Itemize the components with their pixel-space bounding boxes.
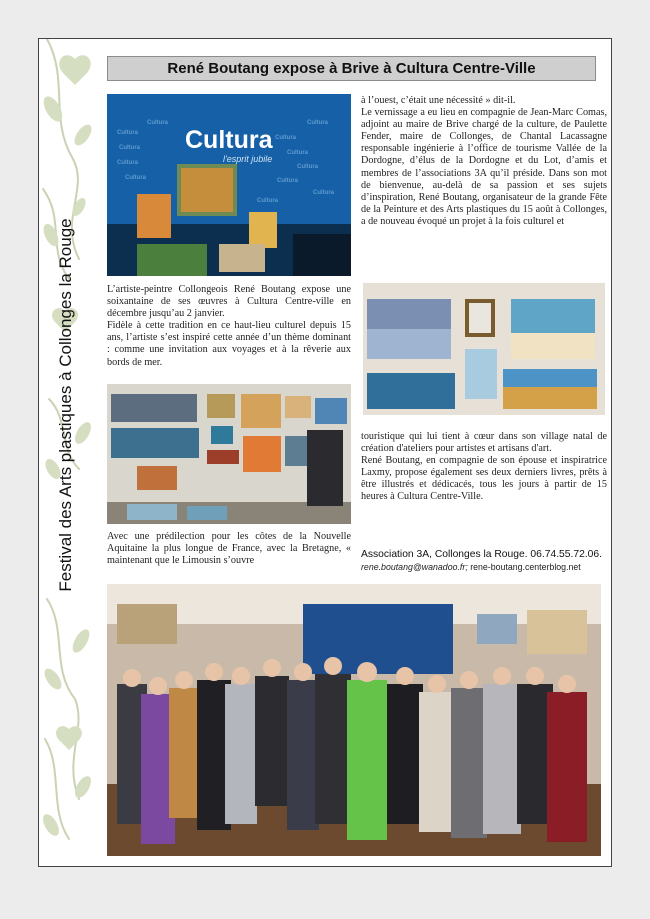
svg-text:Cultura: Cultura — [147, 120, 168, 126]
association-contact: Association 3A, Collonges la Rouge. 06.74.55.72.06. — [361, 549, 602, 560]
vertical-festival-title: Festival des Arts plastiques à Collonges la Rouge — [56, 218, 75, 592]
contact-links — [361, 561, 611, 573]
paragraph-vernissage: Le vernissage a eu lieu en compagnie de Jean-Marc Comas, adjoint au maire de Brive chargé de la culture, de Paulette Fender, maire de Collonges, de Chantal Lacassagne responsable ingénierie à l’office de tourisme Vallée de la Dordogne, d’élus de la Dordogne et du Lot, d’amis et membres de l’associations 3A qu’il préside. Dans son mot de bienvenue, au-delà de sa passion et ses sujets d’inspiration, René Boutang, organisateur de la grande Fête de la Peinture et des Arts plastiques du 15 août à Collonges, a de nouveau évoqué un projet à la fois culturel et — [361, 107, 607, 227]
left-column-lower — [107, 531, 351, 567]
article-title: René Boutang expose à Brive à Cultura Centre-Ville — [107, 56, 596, 81]
svg-text:Cultura: Cultura — [119, 145, 140, 151]
side-band — [39, 39, 97, 866]
left-column-upper — [107, 284, 351, 369]
email-link[interactable]: rene.boutang@wanadoo.fr — [361, 562, 466, 572]
paragraph-tradition: Fidèle à cette tradition en ce haut-lieu culturel depuis 15 ans, l’artiste s’est inspiré cette année d’un thème dominant : comme une invitation aux voyages et à la rêverie aux bords de mer. — [107, 320, 351, 368]
paragraph-books: René Boutang, en compagnie de son épouse et inspiratrice Laxmy, propose également ses deux derniers livres, prêts à être illustrés et dédicacés, tous les jours à partir de 15 heures à Cultura Centre-Ville. — [361, 455, 607, 503]
paragraph-quote-end: à l’ouest, c’était une nécessité » dit-il. — [361, 95, 516, 106]
right-column-upper — [361, 95, 607, 228]
svg-text:Cultura: Cultura — [287, 150, 308, 156]
contact-separator: ; — [465, 562, 471, 572]
right-column-lower — [361, 431, 607, 504]
paragraph-intro: L’artiste-peintre Collongeois René Boutang expose une soixantaine de ses œuvres à Cultura Centre-ville en décembre jusqu’au 2 janvier. — [107, 284, 351, 320]
svg-text:Cultura: Cultura — [297, 164, 318, 170]
svg-text:Cultura: Cultura — [307, 120, 328, 126]
paragraph-predilection: Avec une prédilection pour les côtes de la Nouvelle Aquitaine la plus longue de France, avec la Bretagne, « maintenant que le Limousin s’ouvre — [107, 531, 351, 567]
contact-block — [361, 548, 611, 573]
svg-text:Cultura: Cultura — [117, 130, 138, 136]
website-link[interactable]: rene-boutang.centerblog.net — [470, 562, 581, 572]
photo-gallery-wall — [107, 384, 351, 524]
svg-text:Cultura: Cultura — [125, 175, 146, 181]
svg-text:Cultura: Cultura — [275, 135, 296, 141]
photo-group — [107, 584, 601, 856]
cultura-logo: Cultura — [185, 126, 273, 154]
paragraph-project: touristique qui lui tient à cœur dans son village natal de création d'ateliers pour artistes et artisans d'art. — [361, 431, 607, 455]
svg-text:Cultura: Cultura — [117, 160, 138, 166]
svg-text:Cultura: Cultura — [313, 190, 334, 196]
svg-text:Cultura: Cultura — [257, 198, 278, 204]
photo-seascape-paintings — [363, 283, 605, 415]
svg-text:Cultura: Cultura — [277, 178, 298, 184]
cultura-slogan: l'esprit jubile — [223, 154, 273, 164]
page — [38, 38, 612, 867]
photo-cultura-stand — [107, 94, 351, 276]
